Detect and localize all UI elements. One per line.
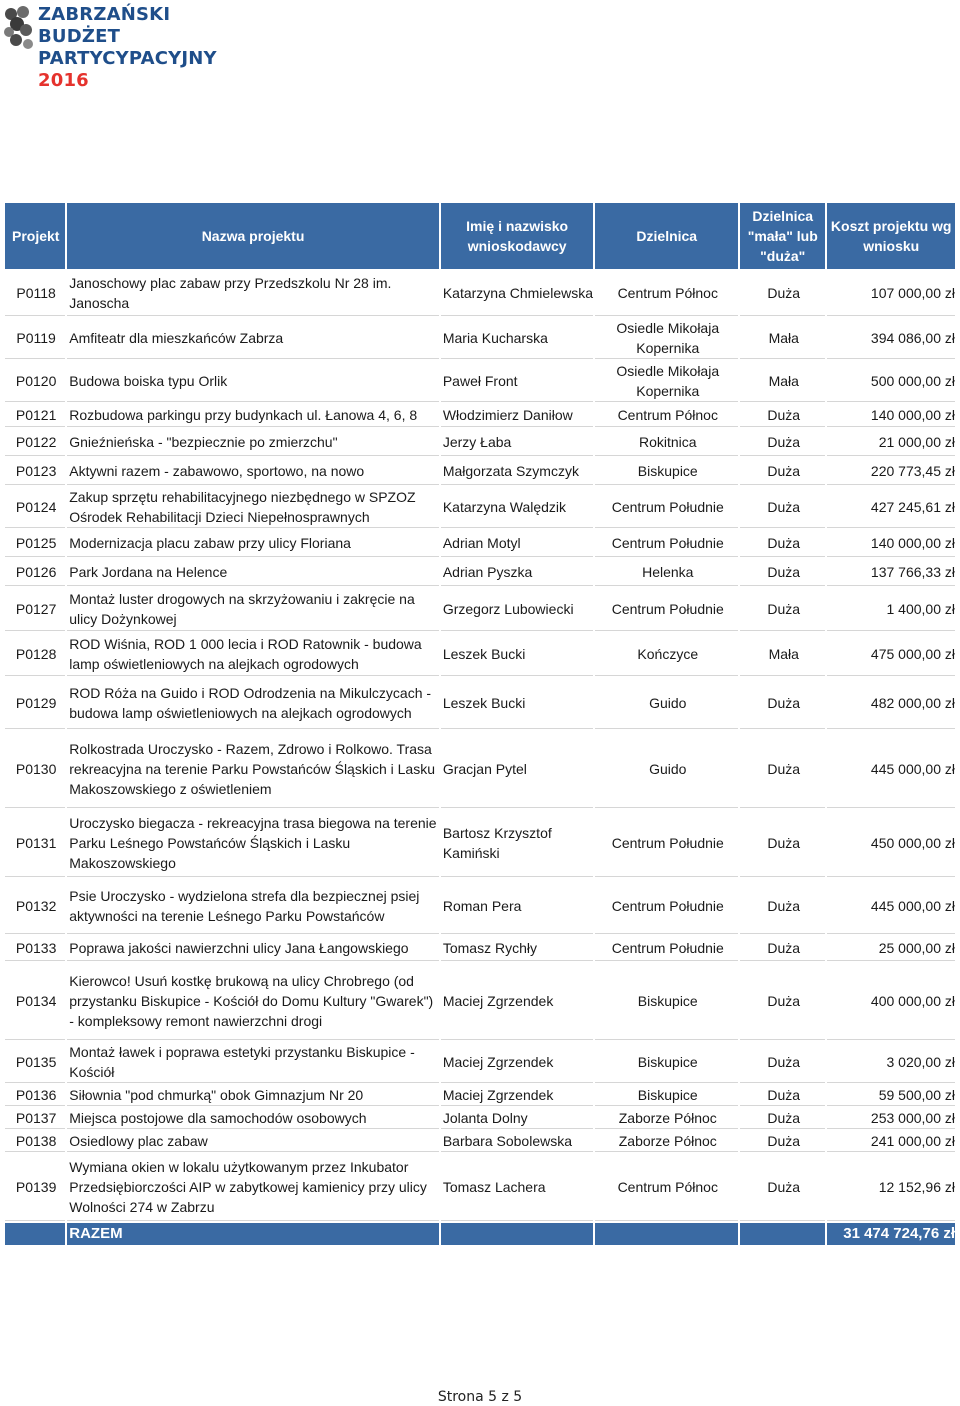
district: Rokitnica (595, 429, 738, 456)
district-size: Mała (740, 633, 825, 676)
table-row (5, 879, 955, 934)
crowd-icon (2, 2, 36, 52)
project-name: Siłownia "pod chmurką" obok Gimnazjum Nr 20 (67, 1085, 439, 1106)
author-name: Bartosz Krzysztof Kamiński (441, 810, 594, 877)
project-name: Zakup sprzętu rehabilitacyjnego niezbędnego w SPZOZ Ośrodek Rehabilitacji Dzieci Niepełnosprawnych (67, 487, 439, 528)
project-id: P0125 (5, 530, 65, 557)
project-name: Poprawa jakości nawierzchni ulicy Jana Łangowskiego (67, 936, 439, 961)
author-name: Tomasz Lachera (441, 1154, 594, 1221)
district: Biskupice (595, 458, 738, 485)
author-name: Paweł Front (441, 361, 594, 402)
author-name: Katarzyna Walędzik (441, 487, 594, 528)
project-id: P0128 (5, 633, 65, 676)
project-cost: 59 500,00 zł (827, 1085, 955, 1106)
district: Centrum Południe (595, 530, 738, 557)
project-name: Janoschowy plac zabaw przy Przedszkolu Nr 28 im. Janoscha (67, 271, 439, 316)
district-size: Mała (740, 318, 825, 359)
project-id: P0123 (5, 458, 65, 485)
table-row (5, 678, 955, 729)
author-name: Adrian Motyl (441, 530, 594, 557)
district-size: Duża (740, 588, 825, 631)
table-row (5, 633, 955, 676)
district: Centrum Południe (595, 588, 738, 631)
table-header-row (5, 203, 955, 269)
project-name: Kierowco! Usuń kostkę brukową na ulicy Chrobrego (od przystanku Biskupice - Kościół do Domu Kultury "Gwarek") - kompleksowy remont nawierzchni drogi (67, 963, 439, 1040)
project-id: P0127 (5, 588, 65, 631)
project-name: Amfiteatr dla mieszkańców Zabrza (67, 318, 439, 359)
project-name: Budowa boiska typu Orlik (67, 361, 439, 402)
projects-table (3, 201, 957, 1247)
district-size: Duża (740, 1131, 825, 1152)
total-cost: 31 474 724,76 zł (827, 1223, 955, 1245)
author-name: Maciej Zgrzendek (441, 1042, 594, 1083)
header-author: Imię i nazwisko wnioskodawcy (441, 203, 594, 269)
total-spacer (5, 1223, 65, 1245)
table-row (5, 271, 955, 316)
project-cost: 400 000,00 zł (827, 963, 955, 1040)
author-name: Leszek Bucki (441, 633, 594, 676)
total-empty-author (441, 1223, 594, 1245)
district: Centrum Południe (595, 936, 738, 961)
district-size: Duża (740, 429, 825, 456)
author-name: Maria Kucharska (441, 318, 594, 359)
district: Centrum Północ (595, 1154, 738, 1221)
author-name: Małgorzata Szymczyk (441, 458, 594, 485)
table-row (5, 1154, 955, 1221)
author-name: Maciej Zgrzendek (441, 1085, 594, 1106)
project-name: Park Jordana na Helence (67, 559, 439, 586)
header-district: Dzielnica (595, 203, 738, 269)
project-id: P0118 (5, 271, 65, 316)
project-id: P0120 (5, 361, 65, 402)
project-name: Psie Uroczysko - wydzielona strefa dla bezpiecznej psiej aktywności na terenie Leśnego Parku Powstańców (67, 879, 439, 934)
district-size: Mała (740, 361, 825, 402)
author-name: Jolanta Dolny (441, 1108, 594, 1129)
district: Helenka (595, 559, 738, 586)
table-row (5, 731, 955, 808)
table-row (5, 810, 955, 877)
table-row (5, 1108, 955, 1129)
project-cost: 12 152,96 zł (827, 1154, 955, 1221)
project-name: Modernizacja placu zabaw przy ulicy Floriana (67, 530, 439, 557)
author-name: Tomasz Rychły (441, 936, 594, 961)
project-id: P0134 (5, 963, 65, 1040)
author-name: Leszek Bucki (441, 678, 594, 729)
district: Zaborze Północ (595, 1131, 738, 1152)
table-row (5, 361, 955, 402)
author-name: Jerzy Łaba (441, 429, 594, 456)
district: Centrum Południe (595, 487, 738, 528)
page-number: Strona 5 z 5 (437, 1389, 523, 1405)
logo-year: 2016 (38, 70, 89, 91)
project-id: P0121 (5, 404, 65, 427)
district-size: Duża (740, 731, 825, 808)
table-row (5, 429, 955, 456)
district: Osiedle Mikołaja Kopernika (595, 318, 738, 359)
project-cost: 450 000,00 zł (827, 810, 955, 877)
district-size: Duża (740, 1108, 825, 1129)
district: Zaborze Północ (595, 1108, 738, 1129)
table-row (5, 1131, 955, 1152)
district: Guido (595, 678, 738, 729)
project-name: Osiedlowy plac zabaw (67, 1131, 439, 1152)
author-name: Roman Pera (441, 879, 594, 934)
header-name: Nazwa projektu (67, 203, 439, 269)
project-cost: 253 000,00 zł (827, 1108, 955, 1129)
project-id: P0130 (5, 731, 65, 808)
logo-subtitle: PARTYCYPACYJNY (38, 48, 217, 69)
project-id: P0129 (5, 678, 65, 729)
district-size: Duża (740, 487, 825, 528)
header-project: Projekt (5, 203, 65, 269)
district-size: Duża (740, 1042, 825, 1083)
project-id: P0124 (5, 487, 65, 528)
project-cost: 475 000,00 zł (827, 633, 955, 676)
project-cost: 445 000,00 zł (827, 731, 955, 808)
district: Biskupice (595, 1085, 738, 1106)
district-size: Duża (740, 404, 825, 427)
district-size: Duża (740, 458, 825, 485)
table-row (5, 318, 955, 359)
project-cost: 500 000,00 zł (827, 361, 955, 402)
author-name: Maciej Zgrzendek (441, 963, 594, 1040)
project-id: P0131 (5, 810, 65, 877)
district-size: Duża (740, 810, 825, 877)
district-size: Duża (740, 963, 825, 1040)
district-size: Duża (740, 530, 825, 557)
table-row (5, 404, 955, 427)
table-row (5, 530, 955, 557)
project-cost: 140 000,00 zł (827, 404, 955, 427)
project-cost: 25 000,00 zł (827, 936, 955, 961)
table-row (5, 1042, 955, 1083)
header-size: Dzielnica "mała" lub "duża" (740, 203, 825, 269)
total-empty-size (740, 1223, 825, 1245)
project-cost: 394 086,00 zł (827, 318, 955, 359)
project-id: P0126 (5, 559, 65, 586)
table-row (5, 487, 955, 528)
logo-title: ZABRZAŃSKI BUDŻET (38, 4, 171, 47)
author-name: Adrian Pyszka (441, 559, 594, 586)
project-id: P0119 (5, 318, 65, 359)
total-label: RAZEM (67, 1223, 439, 1245)
logo (2, 2, 238, 91)
district-size: Duża (740, 1085, 825, 1106)
author-name: Barbara Sobolewska (441, 1131, 594, 1152)
project-id: P0135 (5, 1042, 65, 1083)
total-empty-district (595, 1223, 738, 1245)
project-name: Wymiana okien w lokalu użytkowanym przez Inkubator Przedsiębiorczości AIP w zabytkowej kamienicy przy ulicy Wolności 274 w Zabrzu (67, 1154, 439, 1221)
author-name: Grzegorz Lubowiecki (441, 588, 594, 631)
project-cost: 427 245,61 zł (827, 487, 955, 528)
district-size: Duża (740, 1154, 825, 1221)
project-name: Miejsca postojowe dla samochodów osobowych (67, 1108, 439, 1129)
project-name: ROD Wiśnia, ROD 1 000 lecia i ROD Ratownik - budowa lamp oświetleniowych na alejkach ogrodowych (67, 633, 439, 676)
project-cost: 3 020,00 zł (827, 1042, 955, 1083)
district: Biskupice (595, 1042, 738, 1083)
project-name: Uroczysko biegacza - rekreacyjna trasa biegowa na terenie Parku Leśnego Powstańców Śląskich i Lasku Makoszowskiego (67, 810, 439, 877)
table-row (5, 1085, 955, 1106)
total-row (5, 1223, 955, 1245)
project-cost: 220 773,45 zł (827, 458, 955, 485)
project-id: P0122 (5, 429, 65, 456)
district: Guido (595, 731, 738, 808)
author-name: Katarzyna Chmielewska (441, 271, 594, 316)
district: Kończyce (595, 633, 738, 676)
project-name: Gnieźnieńska - "bezpiecznie po zmierzchu" (67, 429, 439, 456)
table-row (5, 559, 955, 586)
district: Biskupice (595, 963, 738, 1040)
district: Centrum Południe (595, 810, 738, 877)
project-name: Rolkostrada Uroczysko - Razem, Zdrowo i Rolkowo. Trasa rekreacyjna na terenie Parku Powstańców Śląskich i Lasku Makoszowskiego z oświetleniem (67, 731, 439, 808)
district-size: Duża (740, 271, 825, 316)
table-row (5, 458, 955, 485)
header-cost: Koszt projektu wg wniosku (827, 203, 955, 269)
project-id: P0138 (5, 1131, 65, 1152)
project-id: P0137 (5, 1108, 65, 1129)
project-id: P0133 (5, 936, 65, 961)
project-name: Rozbudowa parkingu przy budynkach ul. Łanowa 4, 6, 8 (67, 404, 439, 427)
project-cost: 1 400,00 zł (827, 588, 955, 631)
table-row (5, 588, 955, 631)
project-name: Montaż ławek i poprawa estetyki przystanku Biskupice - Kościół (67, 1042, 439, 1083)
project-id: P0132 (5, 879, 65, 934)
district-size: Duża (740, 559, 825, 586)
project-cost: 137 766,33 zł (827, 559, 955, 586)
project-name: Aktywni razem - zabawowo, sportowo, na nowo (67, 458, 439, 485)
project-cost: 241 000,00 zł (827, 1131, 955, 1152)
table-row (5, 936, 955, 961)
project-cost: 445 000,00 zł (827, 879, 955, 934)
author-name: Gracjan Pytel (441, 731, 594, 808)
project-cost: 107 000,00 zł (827, 271, 955, 316)
district-size: Duża (740, 936, 825, 961)
table-row (5, 963, 955, 1040)
project-cost: 482 000,00 zł (827, 678, 955, 729)
district: Osiedle Mikołaja Kopernika (595, 361, 738, 402)
project-name: Montaż luster drogowych na skrzyżowaniu i zakręcie na ulicy Dożynkowej (67, 588, 439, 631)
district-size: Duża (740, 678, 825, 729)
district: Centrum Południe (595, 879, 738, 934)
district: Centrum Północ (595, 271, 738, 316)
district-size: Duża (740, 879, 825, 934)
district: Centrum Północ (595, 404, 738, 427)
project-cost: 140 000,00 zł (827, 530, 955, 557)
project-id: P0139 (5, 1154, 65, 1221)
project-id: P0136 (5, 1085, 65, 1106)
author-name: Włodzimierz Daniłow (441, 404, 594, 427)
project-cost: 21 000,00 zł (827, 429, 955, 456)
project-name: ROD Róża na Guido i ROD Odrodzenia na Mikulczycach - budowa lamp oświetleniowych na alejkach ogrodowych (67, 678, 439, 729)
